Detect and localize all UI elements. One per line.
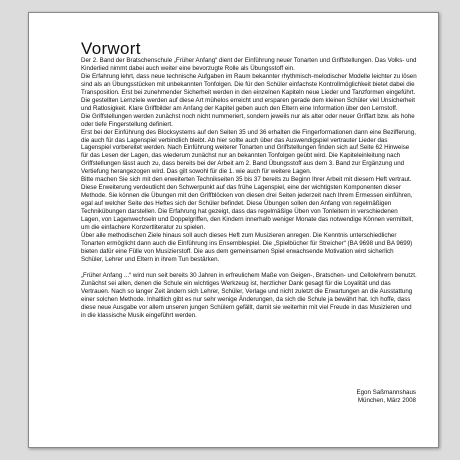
paragraph: Über alle methodischen Ziele hinaus soll auch dieses Heft zum Musizieren anregen. Die Kenntnis unterschiedlicher Tonarten ermöglicht dann auch die Einführung ins Ensemblespiel. Die „Spielbücher für Streicher“ (BA 9698 und BA 9699) bieten dafür eine Fülle von Musizierstoff. Die aus dem gemeinsamen Spiel erwachsende Motivation wird sicherlich Schüler, Lehrer und Eltern in ihrem Tun bestärken. (81, 231, 413, 263)
author-name: Egon Saßmannshaus (356, 389, 416, 396)
preface-body (81, 57, 417, 320)
paragraph: „Früher Anfang ...“ wird nun seit bereits 30 Jahren in erfreulichem Maße von Geigen-, Bratschen- und Cellolehrern benutzt. Zunächst sei allen, denen die Schule ein wichtiges Werkzeug ist, herzlicher Dank gesagt für die Loyalität und das Vertrauen. Nach so langer Zeit ändern sich Lehrer, Schüler, Verlage und nicht zuletzt die Erwartungen an die Ausstattung einer solchen Methode. Inhaltlich gibt es nur sehr wenige Änderungen, da sich die Schule ja bewährt hat. Ich hoffe, dass diese neue Ausgabe vor allem unseren jungen Schülern gefällt, damit sie weiterhin mit viel Freude in das Musizieren und in die klassische Musik eingeführt werden. (81, 271, 417, 319)
paragraph: Die gestellten Lernziele werden auf diese Art mühelos erreicht und ersparen gerade dem kleinen Schüler viel Unsicherheit und Ratlosigkeit. Klare Griffbilder am Anfang der Kapitel geben auch den Eltern eine Information über den Lernstoff. (81, 96, 415, 112)
page-title: Vorwort (81, 39, 141, 59)
document-page (28, 12, 439, 448)
paragraph: Bitte machen Sie sich mit den erweiterten Technikseiten 35 bis 37 bereits zu Beginn Ihrer Arbeit mit diesem Heft vertraut. Diese Erweiterung verdeutlicht den Schwerpunkt auf das frühe Lagenspiel, eine der wichtigsten Komponenten dieser Methode. Sie können die Übungen mit den Griffblöcken von diesen drei Seiten jederzeit nach Ihrem Ermessen einführen, egal auf welcher Seite des Heftes sich der Schüler befindet. Diese Übungen sollen den Anfang von regelmäßigen Technikübungen darstellen. Die Erfahrung hat gezeigt, dass das regelmäßige Üben von Tonleitern in verschiedenen Lagen, von Lagenwechseln und Doppelgriffen, den Kindern innerhalb weniger Monate das notwendige Können vermittelt, um die einfachere Konzertliteratur zu spielen. (81, 176, 414, 232)
paragraph: Die Griffstellungen werden zunächst noch nicht nummeriert, sondern jeweils nur als alter oder neuer Griffart bzw. als hohe oder tiefe Fingerstellung definiert. (81, 112, 415, 128)
paragraph: Erst bei der Einführung des Blocksystems auf den Seiten 35 und 36 erhalten die Fingerformationen dann eine Bezifferung, die auch für das Lagenspiel verbindlich bleibt. Ab hier sollte auch über das Auswendigspiel vertrauter Lieder das Lagenspiel vorbereitet werden. Nach Einführung weiterer Tonarten und Griffstellungen finden sich auf Seite 62 Hinweise für das Lesen der Lagen, das wiederum zunächst nur an bekannten Tonfolgen geübt wird. Die Kapiteleinleitung nach Griffstellungen lässt auch zu, dass bereits bei der Arbeit am 2. Band Übungsstoff aus dem 3. Band zur Ergänzung und Vertiefung herangezogen wird. Das gilt sowohl für die 1. wie auch für weitere Lagen. (81, 128, 416, 176)
place-date: München, März 2008 (357, 397, 416, 404)
paragraph: Die Erfahrung lehrt, dass neue technische Aufgaben im Raum bekannter rhythmisch-melodischer Modelle leichter zu lösen sind als an Übungsstücken mit unbekannten Tonfolgen. Die für den Schüler einfachste Kontrollmöglichkeit bietet dabei die Transposition. Erst bei zunehmender Sicherheit werden in den einzelnen Kapiteln neue Lieder und Tanzformen eingeführt. (81, 72, 417, 96)
signature-block (356, 389, 416, 405)
paragraph: Der 2. Band der Bratschenschule „Früher Anfang“ dient der Einführung neuer Tonarten und Griffstellungen. Das Volks- und Kinderlied nimmt dabei auch weiter eine bevorzugte Rolle als Übungsstoff ein. (81, 57, 417, 72)
